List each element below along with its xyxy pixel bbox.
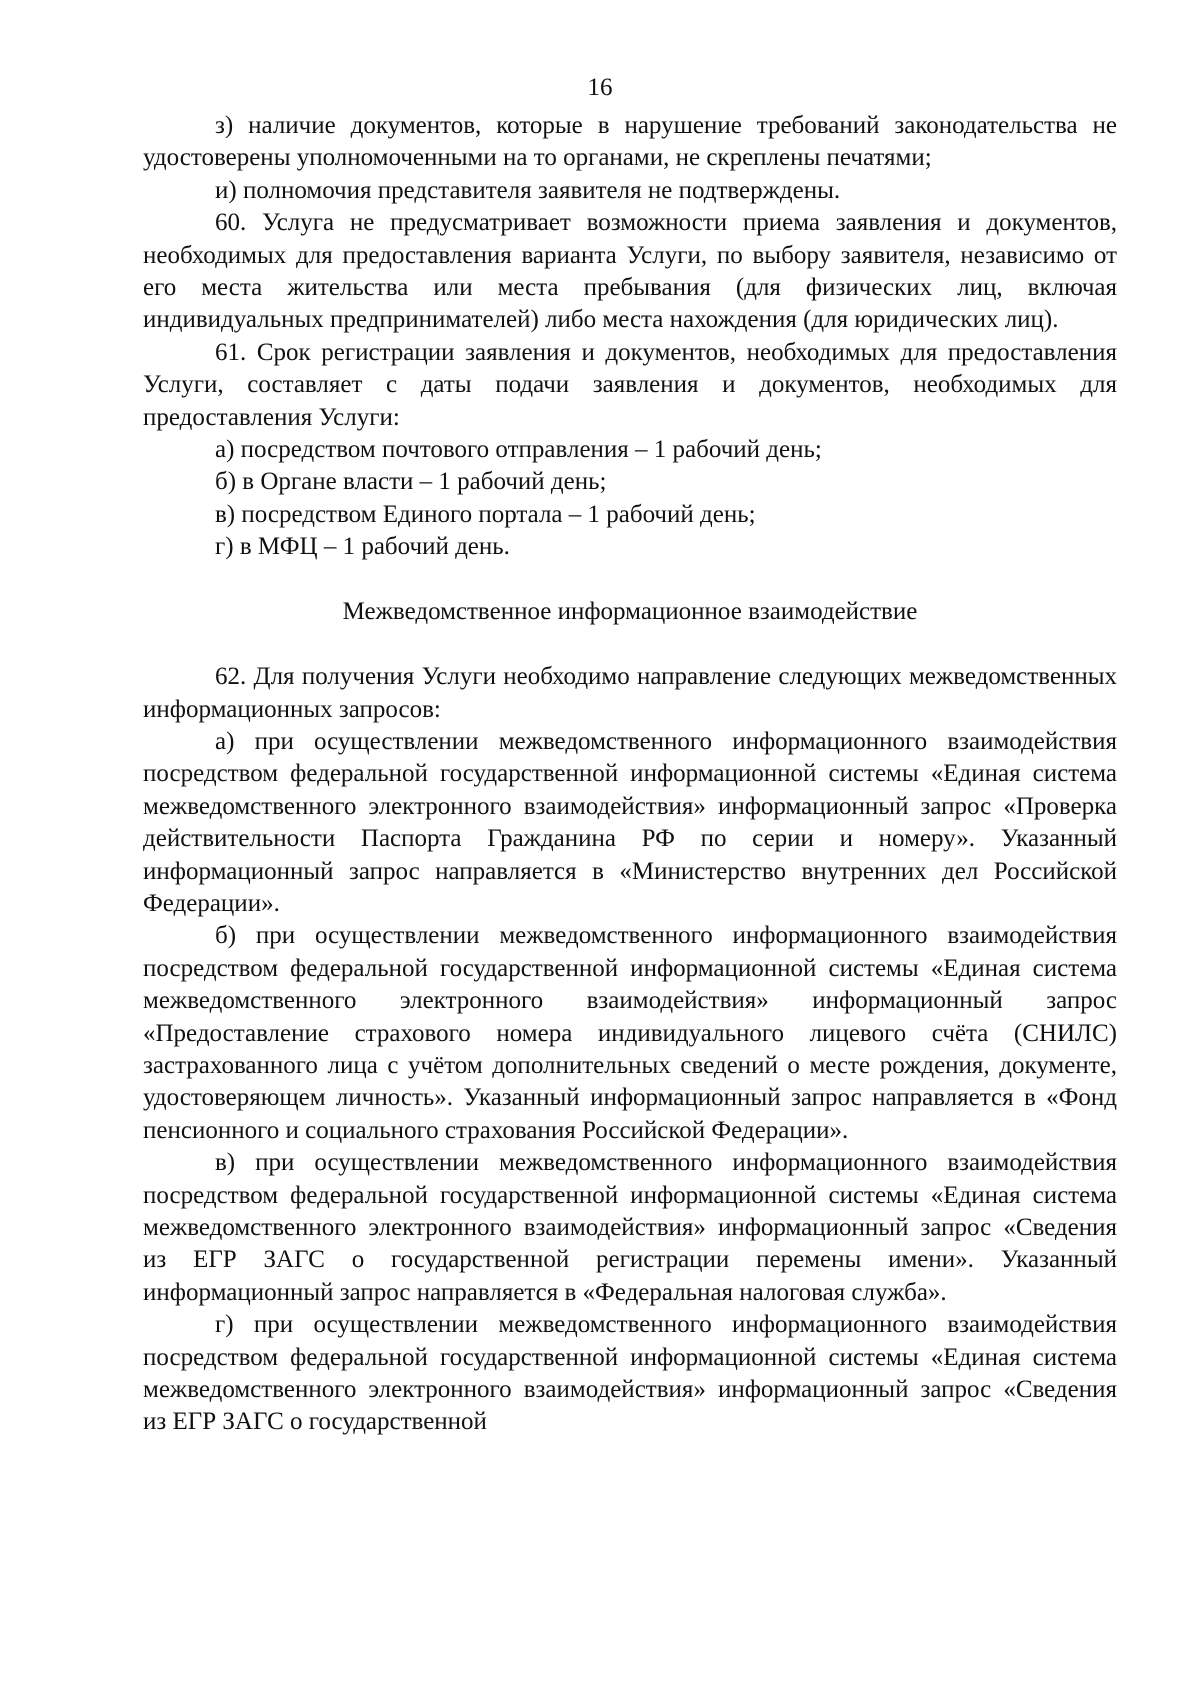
- paragraph-62-item-b: б) при осуществлении межведомственного информационного взаимодействия посредством федеральной государственной информационной системы «Единая система межведомственного электронного взаимодействия» информационный запрос «Предоставление страхового номера индивидуального лицевого счёта (СНИЛС) застрахованного лица с учётом дополнительных сведений о месте рождения, документе, удостоверяющем личность». Указанный информационный запрос направляется в «Фонд пенсионного и социального страхования Российской Федерации».: [143, 922, 1117, 1144]
- paragraph-61-item-g: г) в МФЦ – 1 рабочий день.: [215, 533, 510, 561]
- paragraph-60: 60. Услуга не предусматривает возможности приема заявления и документов, необходимых для предоставления варианта Услуги, по выбору заявителя, независимо от его места жительства или места пребывания (для физических лиц, включая индивидуальных предпринимателей) либо места нахождения (для юридических лиц).: [143, 209, 1117, 334]
- paragraph-62: 62. Для получения Услуги необходимо направление следующих межведомственных информационных запросов:: [143, 663, 1117, 723]
- paragraph-62-item-v: в) при осуществлении межведомственного информационного взаимодействия посредством федеральной государственной информационной системы «Единая система межведомственного электронного взаимодействия» информационный запрос «Сведения из ЕГР ЗАГС о государственной регистрации перемены имени». Указанный информационный запрос направляется в «Федеральная налоговая служба».: [143, 1149, 1117, 1306]
- paragraph-62-item-a: а) при осуществлении межведомственного информационного взаимодействия посредством федеральной государственной информационной системы «Единая система межведомственного электронного взаимодействия» информационный запрос «Проверка действительности Паспорта Гражданина РФ по серии и номеру». Указанный информационный запрос направляется в «Министерство внутренних дел Российской Федерации».: [143, 727, 1117, 917]
- paragraph-item-i: и) полномочия представителя заявителя не подтверждены.: [215, 176, 841, 204]
- document-body: [143, 110, 1117, 1439]
- page-number: 16: [587, 74, 613, 101]
- paragraph-61-item-b: б) в Органе власти – 1 рабочий день;: [215, 468, 607, 496]
- section-heading: Межведомственное информационное взаимодействие: [342, 597, 918, 625]
- paragraph-61-item-v: в) посредством Единого портала – 1 рабочий день;: [215, 500, 756, 528]
- paragraph-61: 61. Срок регистрации заявления и документов, необходимых для предоставления Услуги, составляет с даты подачи заявления и документов, необходимых для предоставления Услуги:: [143, 338, 1117, 431]
- paragraph-61-item-a: а) посредством почтового отправления – 1 рабочий день;: [215, 436, 822, 464]
- paragraph-62-item-g: г) при осуществлении межведомственного информационного взаимодействия посредством федеральной государственной информационной системы «Единая система межведомственного электронного взаимодействия» информационный запрос «Сведения из ЕГР ЗАГС о государственной: [143, 1311, 1117, 1436]
- paragraph-item-z: з) наличие документов, которые в нарушение требований законодательства не удостоверены уполномоченными на то органами, не скреплены печатями;: [143, 112, 1117, 172]
